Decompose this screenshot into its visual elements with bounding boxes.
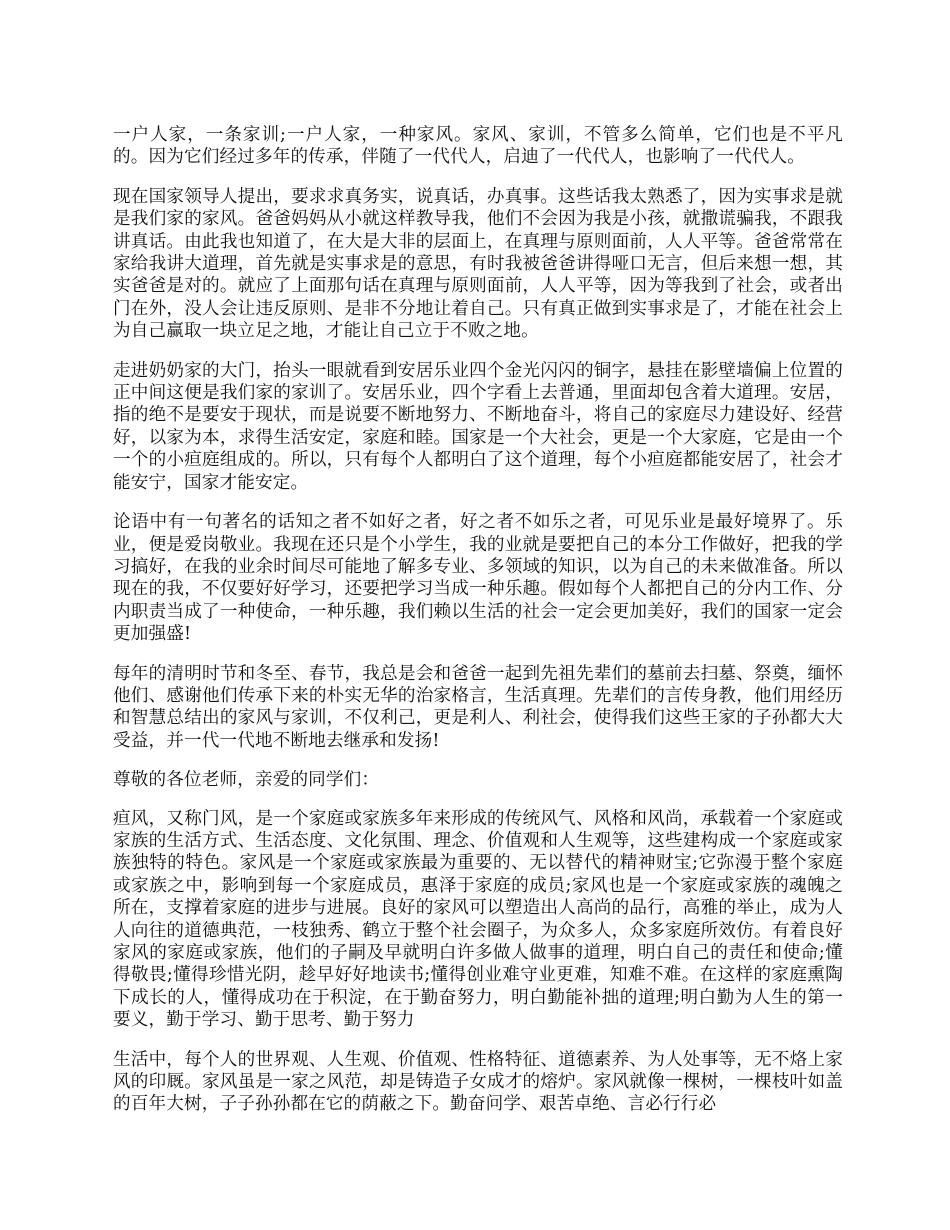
paragraph-family-style: 疸风，又称门风，是一个家庭或家族多年来形成的传统风气、风格和风尚，承载着一个家庭或家族的生活方式、生活态度、文化氛围、理念、价值观和人生观等，这些建构成一个家庭或家族独特的特色。家风是一个家庭或家族最为重要的、无以替代的精神财宝;它弥漫于整个家庭或家族之中，影响到每一个家庭成员，惠泽于家庭的成员;家风也是一个家庭或家族的魂魄之所在，支撑着家庭的进步与进展。良好的家风可以塑造出人高尚的品行，高雅的举止，成为人人向往的道德典范，一枝独秀、鹤立于整个社会圈子，为众多人，众多家庭所效仿。有着良好家风的家庭或家族，他们的子嗣及早就明白许多做人做事的道理，明白自己的责任和使命;懂得敬畏;懂得珍惜光阴，趁早好好地读书;懂得创业难守业更难，知难不难。在这样的家庭熏陶下成长的人，懂得成功在于积淀，在于勤奋努力，明白勤能补拙的道理;明白勤为人生的第一要义，勤于学习、勤于思考、勤于努力 bbox=[113, 808, 843, 1031]
paragraph-analects: 论语中有一句著名的话知之者不如好之者，好之者不如乐之者，可见乐业是最好境界了。乐业，便是爱岗敬业。我现在还只是个小学生，我的业就是要把自己的本分工作做好，把我的学习搞好，在我的业余时间尽可能地了解多专业、多领域的知识，以为自己的未来做准备。所以现在的我，不仅要好好学习，还要把学习当成一种乐趣。假如每个人都把自己的分内工作、分内职责当成了一种使命，一种乐趣，我们赖以生活的社会一定会更加美好，我们的国家一定会更加强盛! bbox=[113, 512, 843, 645]
paragraph-family-motto-intro: 一户人家，一条家训;一户人家，一种家风。家风、家训，不管多么简单，它们也是不平凡的。因为它们经过多年的传承，伴随了一代代人，启迪了一代代人，也影响了一代代人。 bbox=[113, 125, 843, 168]
paragraph-greeting: 尊敬的各位老师，亲爱的同学们： bbox=[113, 770, 380, 791]
paragraph-grandma-house: 走进奶奶家的大门，抬头一眼就看到安居乐业四个金光闪闪的铜字，悬挂在影壁墙偏上位置的正中间这便是我们家的家训了。安居乐业，四个字看上去普通，里面却包含着大道理。安居，指的绝不是要安于现状，而是说要不断地努力、不断地奋斗，将自己的家庭尽力建设好、经营好，以家为本，求得生活安定，家庭和睦。国家是一个大社会，更是一个大家庭，它是由一个一个的小疸庭组成的。所以，只有每个人都明白了这个道理，每个小疸庭都能安居了，社会才能安宁，国家才能安定。 bbox=[113, 360, 843, 493]
document-body bbox=[113, 124, 843, 1133]
paragraph-qingming: 每年的清明时节和冬至、春节，我总是会和爸爸一起到先祖先辈们的墓前去扫墓、祭奠，缅怀他们、感谢他们传承下来的朴实无华的治家格言，生活真理。先辈们的言传身教，他们用经历和智慧总结出的家风与家训，不仅利己，更是利人、利社会，使得我们这些王家的子孙都大大受益，并一代一代地不断地去继承和发扬! bbox=[113, 663, 843, 751]
paragraph-life: 生活中，每个人的世界观、人生观、价值观、性格特征、道德素养、为人处事等，无不烙上家风的印厩。家风虽是一家之风范，却是铸造子女成才的熔炉。家风就像一棵树，一棵枝叶如盖的百年大树，子子孙孙都在它的荫蔽之下。勤奋问学、艰苦卓绝、言必行行必 bbox=[113, 1049, 843, 1115]
paragraph-seek-truth: 现在国家领导人提出，要求求真务实，说真话，办真事。这些话我太熟悉了，因为实事求是就是我们家的家风。爸爸妈妈从小就这样教导我，他们不会因为我是小孩，就撒谎骗我，不跟我讲真话。由此我也知道了，在大是大非的层面上，在真理与原则面前，人人平等。爸爸常常在家给我讲大道理，首先就是实事求是的意思，有时我被爸爸讲得哑口无言，但后来想一想，其实爸爸是对的。就应了上面那句话在真理与原则面前，人人平等，因为等我到了社会，或者出门在外，没人会让违反原则、是非不分地让着自己。只有真正做到实事求是了，才能在社会上为自己赢取一块立足之地，才能让自己立于不败之地。 bbox=[113, 186, 843, 342]
